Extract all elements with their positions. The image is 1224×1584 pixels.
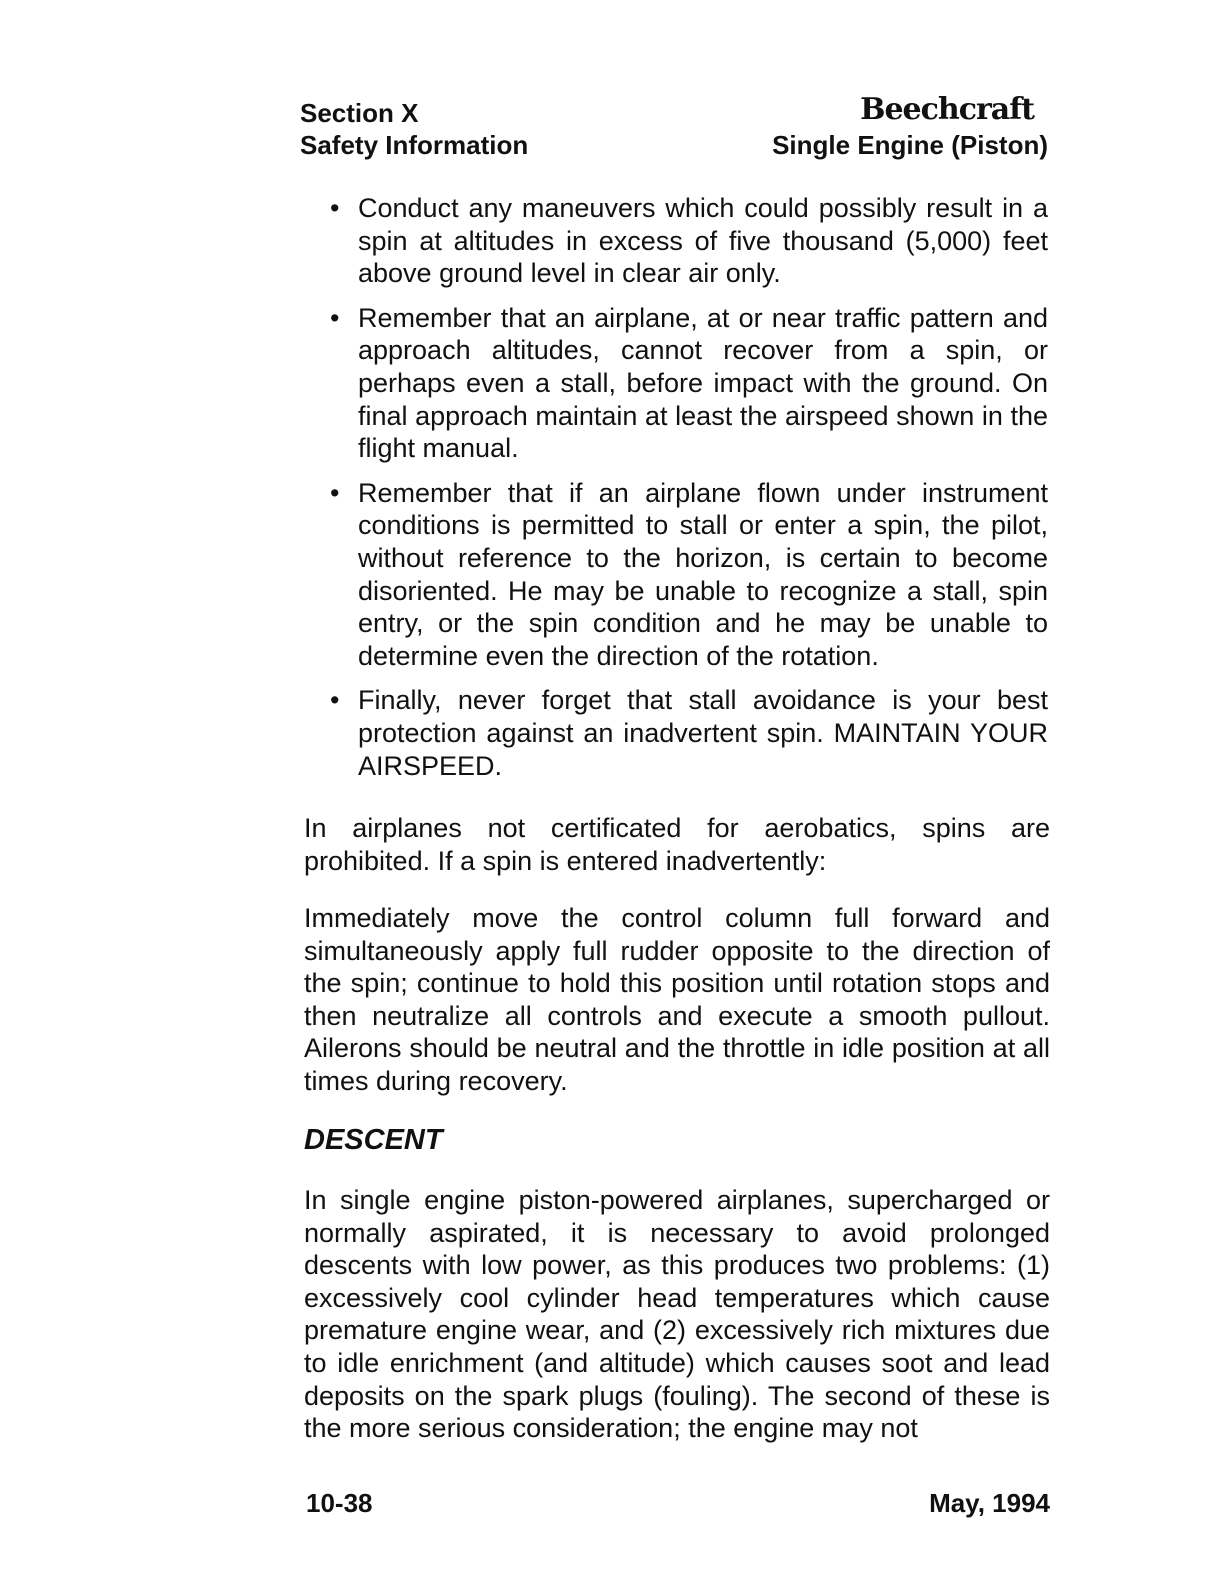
paragraph-recovery: Immediately move the control column full forward and simultaneously apply full rudder opposite to the direction of the spin; continue to hold this position until rotation stops and then neutralize all controls and execute a smooth pullout. Ailerons should be neutral and the throttle in idle position at all times during recovery. [304, 903, 1050, 1096]
bullet-text: Remember that an airplane, at or near traffic pattern and approach altitudes, cannot recover from a spin, or perhaps even a stall, before impact with the ground. On final approach maintain at least the airspeed shown in the flight manual. [358, 302, 1048, 464]
page-number: 10-38 [306, 1488, 373, 1518]
section-heading-descent: DESCENT [304, 1124, 443, 1156]
section-title: Safety Information [300, 130, 529, 160]
bullet-icon: • [330, 685, 340, 716]
page-header [300, 92, 1048, 172]
bullet-item [330, 192, 1048, 290]
bullet-list [330, 192, 1048, 794]
brand-logo: Beechcraft [860, 92, 1034, 127]
bullet-icon: • [330, 193, 340, 223]
bullet-text: Conduct any maneuvers which could possibly result in a spin at altitudes in excess of five thousand (5,000) feet above ground level in clear air only. [358, 193, 1048, 289]
bullet-text: Finally, never forget that stall avoidance is your best protection against an inadvertent spin. MAINTAIN YOUR AIRSPEED. [358, 685, 1048, 781]
section-label: Section X [300, 98, 419, 128]
bullet-icon: • [330, 477, 340, 508]
paragraph-spins: In airplanes not certificated for aerobatics, spins are prohibited. If a spin is entered inadvertently: [304, 813, 1050, 876]
bullet-item [330, 302, 1048, 465]
publication-date: May, 1994 [929, 1488, 1050, 1518]
model-label: Single Engine (Piston) [772, 130, 1048, 160]
bullet-item [330, 477, 1048, 673]
bullet-text: Remember that if an airplane flown under instrument conditions is permitted to stall or enter a spin, the pilot, without reference to the horizon, is certain to become disoriented. He may be unable to recognize a stall, spin entry, or the spin condition and he may be unable to determine even the direction of the rotation. [358, 477, 1048, 671]
bullet-icon: • [330, 302, 340, 333]
paragraph-descent: In single engine piston-powered airplanes, supercharged or normally aspirated, it is necessary to avoid prolonged descents with low power, as this produces two problems: (1) excessively cool cylinder head temperatures which cause premature engine wear, and (2) excessively rich mixtures due to idle enrichment (and altitude) which causes soot and lead deposits on the spark plugs (fouling). The second of these is the more serious consideration; the engine may not [304, 1185, 1050, 1444]
bullet-item [330, 684, 1048, 782]
